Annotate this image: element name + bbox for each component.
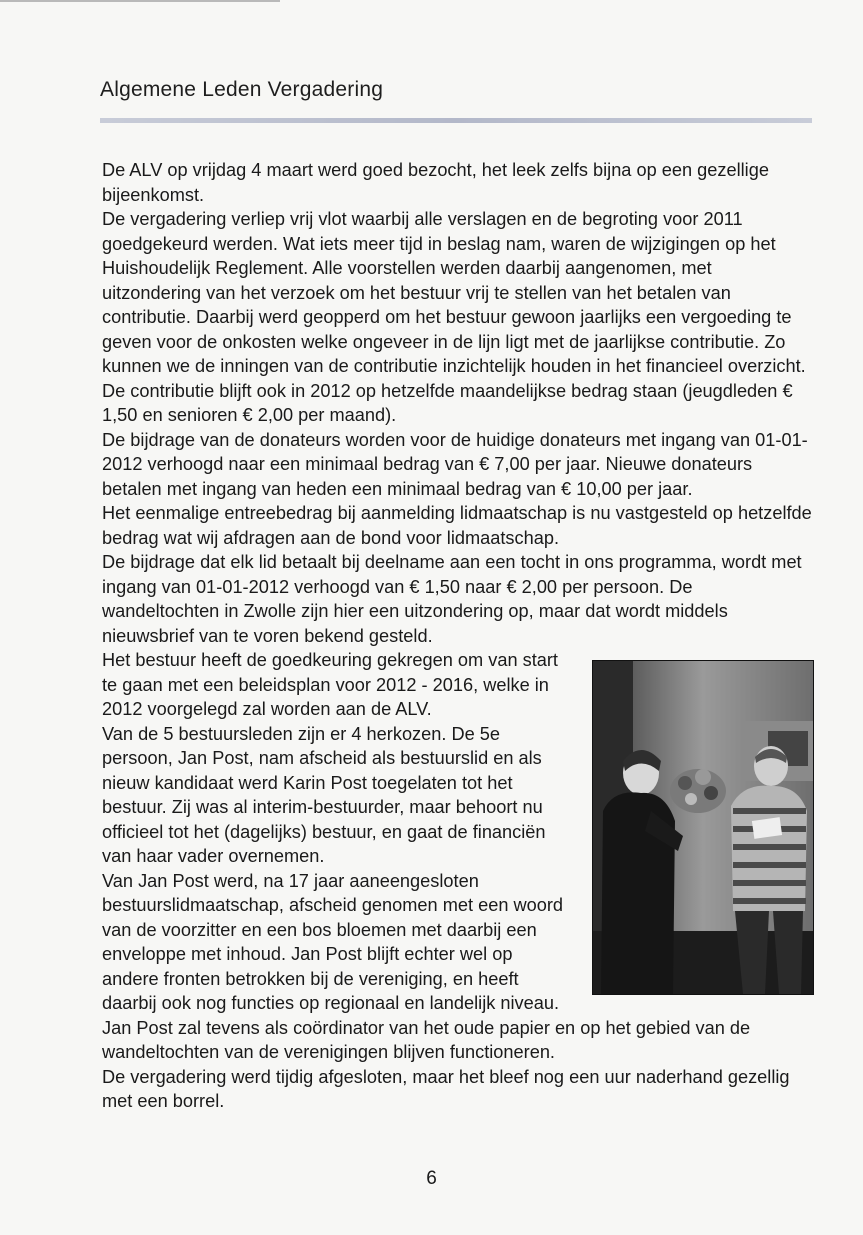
photo-wrap-section (102, 648, 814, 1114)
paragraph: De vergadering verliep vrij vlot waarbij alle verslagen en de begroting voor 2011 goedgekeurd werden. Wat iets meer tijd in beslag nam, waren de wijzigingen op het Huishoudelijk Reglement. Alle voorstellen werden daarbij aangenomen, met uitzondering van het verzoek om het bestuur vrij te stellen van het betalen van contributie. Daarbij werd geopperd om het bestuur gewoon jaarlijks een vergoeding te geven voor de onkosten welke ongeveer in de lijn ligt met de jaarlijkse contributie. Zo kunnen we de inningen van de contributie inzichtelijk houden in het financieel overzicht. (102, 209, 806, 376)
header-rule (100, 118, 812, 123)
paragraph: De ALV op vrijdag 4 maart werd goed bezocht, het leek zelfs bijna op een gezellige bijeenkomst. (102, 160, 769, 205)
photo-illustration (593, 661, 813, 994)
paragraph: De bijdrage dat elk lid betaalt bij deelname aan een tocht in ons programma, wordt met ingang van 01-01-2012 verhoogd van € 1,50 naar € 2,00 per persoon. De wandeltochten in Zwolle zijn hier een uitzondering op, maar dat wordt middels nieuwsbrief van te voren bekend gesteld. (102, 552, 802, 646)
top-edge-line (0, 0, 280, 2)
paragraph: Het eenmalige entreebedrag bij aanmelding lidmaatschap is nu vastgesteld op hetzelfde bedrag wat wij afdragen aan de bond voor lidmaatschap. (102, 503, 812, 548)
paragraph: De bijdrage van de donateurs worden voor de huidige donateurs met ingang van 01-01-2012 verhoogd naar een minimaal bedrag van € 7,00 per jaar. Nieuwe donateurs betalen met ingang van heden een minimaal bedrag van € 10,00 per jaar. (102, 429, 808, 499)
paragraph: De contributie blijft ook in 2012 op hetzelfde maandelijkse bedrag staan (jeugdleden € 1,50 en senioren € 2,00 per maand). (102, 380, 793, 425)
page-title: Algemene Leden Vergadering (100, 78, 384, 101)
paragraph: Van Jan Post werd, na 17 jaar aaneengesloten bestuurslidmaatschap, afscheid genomen met een woord van de voorzitter en een bos bloemen met daarbij een enveloppe met inhoud. Jan Post blijft echter wel op andere fronten betrokken bij de vereniging, en heeft daarbij ook nog functies op regionaal en landelijk niveau. Jan Post zal tevens als coördinator van het oude papier en op het gebied van de wandeltochten van de verenigingen blijven functioneren. (102, 870, 751, 1062)
article-body (102, 158, 814, 1114)
paragraph: De vergadering werd tijdig afgesloten, maar het bleef nog een uur naderhand gezellig met een borrel. (102, 1066, 790, 1111)
meeting-photo (592, 660, 814, 995)
page-number: 6 (426, 1168, 437, 1189)
paragraph: Het bestuur heeft de goedkeuring gekregen om van start te gaan met een beleidsplan voor 2012 - 2016, welke in 2012 voorgelegd zal worden aan de ALV. (102, 650, 558, 719)
paragraph: Van de 5 bestuursleden zijn er 4 herkozen. De 5e persoon, Jan Post, nam afscheid als bestuurslid en als nieuw kandidaat werd Karin Post toegelaten tot het bestuur. Zij was al interim-bestuurder, maar behoort nu officieel tot het (dagelijks) bestuur, en gaat de financiën van haar vader overnemen. (102, 723, 546, 866)
